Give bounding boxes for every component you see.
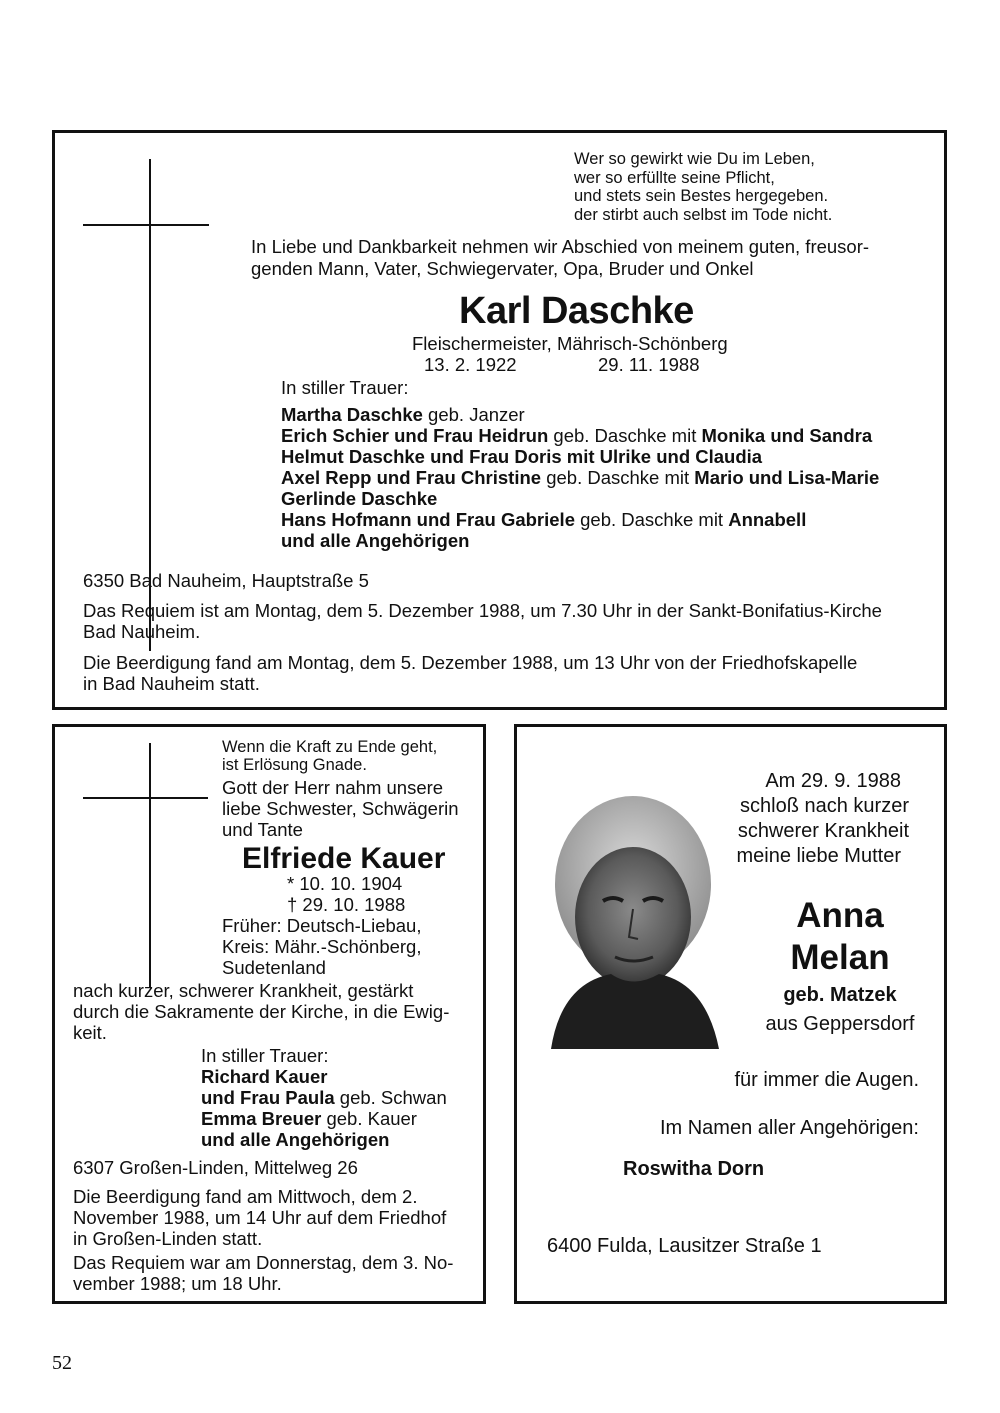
- mourners-list: [281, 404, 879, 551]
- mourners-list: [201, 1066, 447, 1150]
- address: 6350 Bad Nauheim, Hauptstraße 5: [83, 570, 369, 591]
- intro-text: Gott der Herr nahm unsere liebe Schwester, Schwägerin und Tante: [222, 777, 459, 840]
- notice-kauer: [52, 724, 486, 1304]
- deceased-name: Elfriede Kauer: [242, 842, 446, 875]
- notice-daschke: [52, 130, 947, 710]
- origin-text: Früher: Deutsch-Liebau, Kreis: Mähr.-Schönberg, Sudetenland: [222, 915, 422, 978]
- mourner-line: Helmut Daschke und Frau Doris mit Ulrike und Claudia: [281, 446, 763, 467]
- mourner-line: und Frau Paula geb. Schwan: [201, 1087, 447, 1108]
- cross-horizontal: [83, 797, 208, 799]
- motto: Wer so gewirkt wie Du im Leben, wer so erfüllte seine Pflicht, und stets sein Bestes hergegeben. der stirbt auch selbst im Tode nicht.: [574, 150, 833, 224]
- mourner-line: Erich Schier und Frau Heidrun geb. Daschke mit Monika und Sandra: [281, 425, 873, 446]
- mourner-line: Hans Hofmann und Frau Gabriele geb. Daschke mit Annabell: [281, 509, 807, 530]
- intro-text: In Liebe und Dankbarkeit nehmen wir Abschied von meinem guten, freusor- genden Mann, Vater, Schwiegervater, Opa, Bruder und Onkel: [251, 236, 870, 279]
- cross-vertical: [149, 743, 151, 987]
- mourner-line: Emma Breuer geb. Kauer: [201, 1108, 417, 1129]
- notice-melan: [514, 724, 947, 1304]
- on-behalf-text: Im Namen aller Angehörigen:: [659, 1117, 919, 1139]
- mourner-line: Richard Kauer: [201, 1066, 328, 1087]
- birth-date: 13. 2. 1922: [424, 354, 517, 375]
- signer-name: Roswitha Dorn: [623, 1158, 765, 1180]
- motto: Wenn die Kraft zu Ende geht, ist Erlösung Gnade.: [222, 738, 438, 774]
- mourner-line: und alle Angehörigen: [281, 530, 470, 551]
- origin-text: aus Geppersdorf: [765, 1013, 915, 1035]
- death-date: 29. 11. 1988: [598, 354, 700, 375]
- address: 6307 Großen-Linden, Mittelweg 26: [73, 1157, 358, 1178]
- page-number: 52: [52, 1352, 72, 1374]
- occupation: Fleischermeister, Mährisch-Schönberg: [412, 333, 728, 354]
- closing-text: für immer die Augen.: [734, 1069, 919, 1091]
- birth-date: * 10. 10. 1904: [287, 873, 403, 894]
- deceased-name: Anna Melan: [790, 896, 890, 977]
- mourner-line: Martha Daschke geb. Janzer: [281, 404, 525, 425]
- requiem-text: Das Requiem ist am Montag, dem 5. Dezember 1988, um 7.30 Uhr in der Sankt-Bonifatius-Kirche Bad Nauheim.: [83, 600, 882, 642]
- mourning-label: In stiller Trauer:: [281, 377, 409, 398]
- intro-text: Am 29. 9. 1988 schloß nach kurzer schwerer Krankheit meine liebe Mutter: [736, 770, 909, 867]
- deceased-name: Karl Daschke: [459, 290, 694, 332]
- cause-text: nach kurzer, schwerer Krankheit, gestärkt durch die Sakramente der Kirche, in die Ewig- keit.: [73, 980, 450, 1043]
- mourner-line: Gerlinde Daschke: [281, 488, 438, 509]
- death-date: † 29. 10. 1988: [287, 894, 406, 915]
- mourner-line: und alle Angehörigen: [201, 1129, 390, 1150]
- address: 6400 Fulda, Lausitzer Straße 1: [547, 1235, 822, 1257]
- burial-text: Die Beerdigung fand am Montag, dem 5. Dezember 1988, um 13 Uhr von der Friedhofskapelle in Bad Nauheim statt.: [83, 652, 858, 694]
- requiem-text: Das Requiem war am Donnerstag, dem 3. No- vember 1988; um 18 Uhr.: [73, 1252, 454, 1294]
- mourner-line: Axel Repp und Frau Christine geb. Daschke mit Mario und Lisa-Marie: [281, 467, 880, 488]
- mourning-label: In stiller Trauer:: [201, 1045, 329, 1066]
- maiden-name: geb. Matzek: [783, 984, 897, 1006]
- burial-text: Die Beerdigung fand am Mittwoch, dem 2. November 1988, um 14 Uhr auf dem Friedhof in Großen-Linden statt.: [73, 1186, 447, 1249]
- cross-horizontal: [83, 224, 209, 226]
